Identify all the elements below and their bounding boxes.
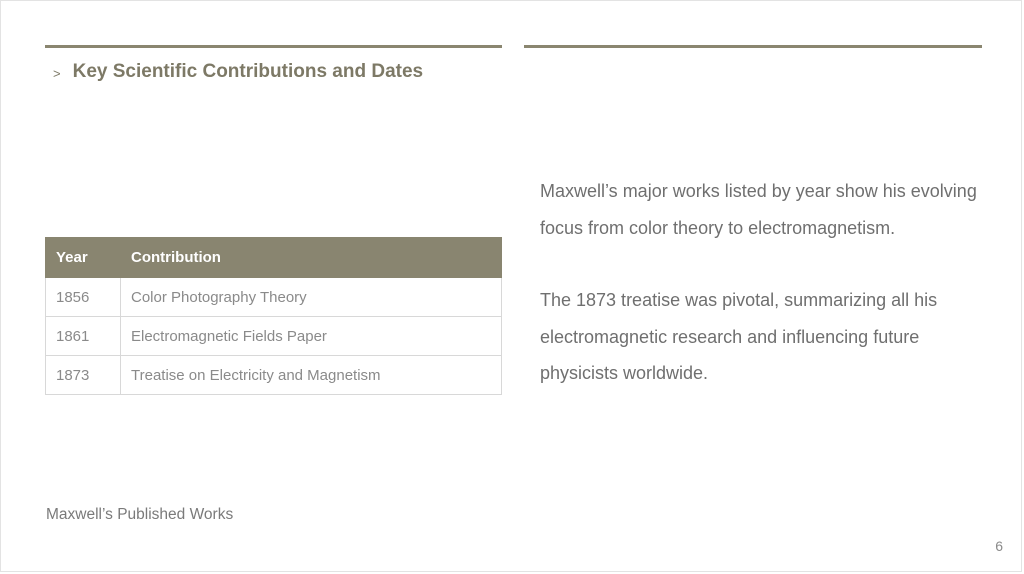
cell-contribution: Color Photography Theory <box>121 278 502 317</box>
chevron-right-icon: > <box>53 66 61 81</box>
table-header-row <box>46 238 502 278</box>
cell-year: 1861 <box>46 317 121 356</box>
works-table <box>45 237 502 395</box>
section-title: Key Scientific Contributions and Dates <box>72 61 424 82</box>
body-paragraph-2: The 1873 treatise was pivotal, summarizing all his electromagnetic research and influencing future physicists worldwide. <box>540 290 938 383</box>
table-caption: Maxwell’s Published Works <box>46 506 234 523</box>
body-paragraph-1: Maxwell’s major works listed by year show his evolving focus from color theory to electromagnetism. <box>540 181 977 238</box>
top-rule-left <box>45 45 502 48</box>
cell-year: 1873 <box>46 356 121 395</box>
column-header-contribution: Contribution <box>121 238 502 278</box>
table-row <box>46 317 502 356</box>
top-rule-right <box>524 45 982 48</box>
table-row <box>46 278 502 317</box>
column-header-year: Year <box>46 238 121 278</box>
body-text <box>540 173 980 392</box>
page-number: 6 <box>995 538 1003 554</box>
cell-contribution: Electromagnetic Fields Paper <box>121 317 502 356</box>
section-header <box>53 61 423 83</box>
cell-year: 1856 <box>46 278 121 317</box>
cell-contribution: Treatise on Electricity and Magnetism <box>121 356 502 395</box>
table-row <box>46 356 502 395</box>
